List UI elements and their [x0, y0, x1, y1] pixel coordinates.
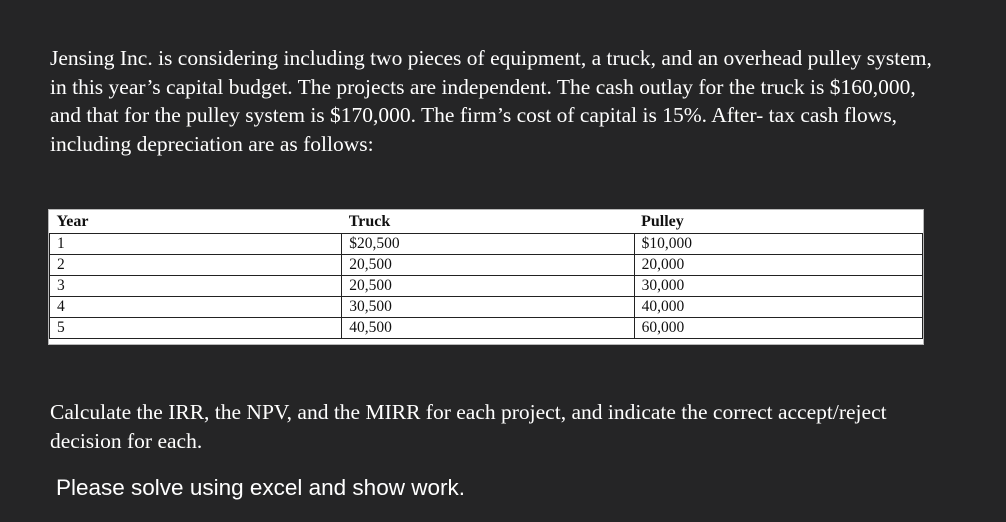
table-row: [50, 297, 923, 318]
cell-truck: 20,500: [342, 255, 634, 276]
table-row: [50, 234, 923, 255]
cell-year: 2: [50, 255, 342, 276]
cell-truck: 20,500: [342, 276, 634, 297]
cell-year: 4: [50, 297, 342, 318]
problem-intro-text: Jensing Inc. is considering including two pieces of equipment, a truck, and an overhead pulley system, in this year’s capital budget. The projects are independent. The cash outlay for the truck is $160,000, and that for the pulley system is $170,000. The firm’s cost of capital is 15%. After- tax cash flows, including depreciation are as follows:: [50, 46, 932, 156]
cell-pulley: 30,000: [634, 276, 922, 297]
cash-flow-table: [48, 209, 924, 345]
table-row: [50, 276, 923, 297]
cell-year: 1: [50, 234, 342, 255]
cell-pulley: 40,000: [634, 297, 922, 318]
cell-pulley: 20,000: [634, 255, 922, 276]
header-year: Year: [56, 213, 89, 230]
table-header-row: [50, 210, 923, 234]
cell-truck: $20,500: [342, 234, 634, 255]
cell-pulley: 60,000: [634, 318, 922, 339]
cell-truck: 40,500: [342, 318, 634, 339]
cell-truck: 30,500: [342, 297, 634, 318]
request-text: Please solve using excel and show work.: [56, 475, 465, 500]
cell-pulley: $10,000: [634, 234, 922, 255]
header-pulley: Pulley: [641, 213, 684, 230]
table-row: [50, 318, 923, 339]
header-truck: Truck: [348, 213, 391, 230]
table-row: [50, 255, 923, 276]
cell-year: 3: [50, 276, 342, 297]
question-text: Calculate the IRR, the NPV, and the MIRR for each project, and indicate the correct accept/reject decision for each.: [50, 400, 887, 453]
cell-year: 5: [50, 318, 342, 339]
